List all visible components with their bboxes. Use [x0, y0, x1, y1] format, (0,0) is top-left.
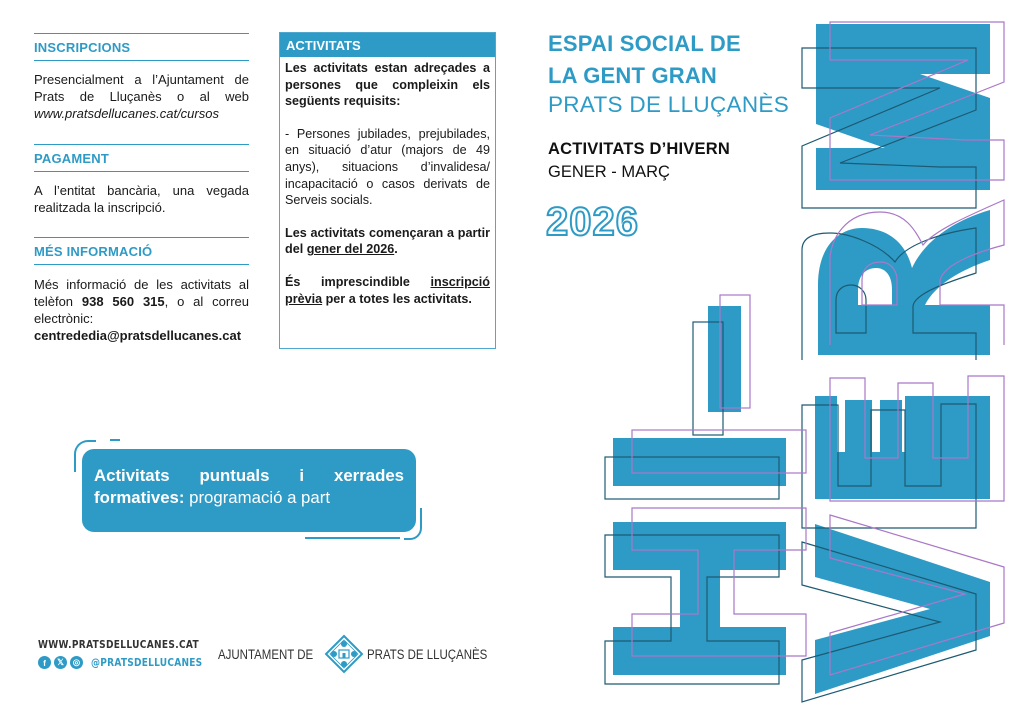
ajuntament-prefix: AJUNTAMENT DE	[218, 647, 314, 662]
cover-title-line1: ESPAI SOCIAL DE	[548, 31, 741, 56]
ajuntament-name: PRATS DE LLUÇANÈS	[367, 647, 488, 662]
social-handle[interactable]: @PRATSDELLUCANES	[91, 656, 203, 669]
facebook-icon[interactable]: f	[38, 656, 51, 669]
instagram-icon[interactable]: ◎	[70, 656, 83, 669]
website-link[interactable]: WWW.PRATSDELLUCANES.CAT	[38, 638, 200, 651]
inscripcions-link[interactable]: www.pratsdellucanes.cat/cursos	[34, 106, 219, 121]
registration-prefix: És imprescindible	[285, 274, 431, 289]
mes-informacio-heading: MÉS INFORMACIÓ	[34, 237, 249, 265]
activitats-heading: ACTIVITATS	[280, 33, 495, 57]
activitats-intro: Les activitats estan adreçades a persones que compleixin els següents requisits:	[285, 61, 490, 109]
cover-title-line2: LA GENT GRAN	[548, 63, 718, 88]
callout-normal: programació a part	[184, 488, 330, 507]
start-prefix: Les activitats començaran a partir del	[285, 225, 490, 257]
pagament-text: A l’entitat bancària, una vegada realitzada la inscripció.	[34, 183, 249, 215]
cover-subtitle: ACTIVITATS D’HIVERN	[548, 140, 730, 158]
inscripcions-heading: INSCRIPCIONS	[34, 33, 249, 61]
phone-number[interactable]: 938 560 315	[81, 294, 165, 309]
inscripcions-body: Presencialment a l’Ajuntament de Prats de Lluçanès o al web	[34, 72, 249, 104]
activitats-requirements: - Persones jubilades, prejubilades, en situació d’atur (majors de 49 anys), situacions d’invalidesa/ incapacitació o casos derivats de Serveis socials.	[285, 126, 490, 208]
cover-location: PRATS DE LLUÇANÈS	[548, 92, 789, 117]
cover-year: 2026	[546, 200, 639, 244]
cover-period: GENER - MARÇ	[548, 163, 670, 181]
registration-suffix: per a totes les activitats.	[322, 291, 472, 306]
mes-informacio-prefix: Més informació de les activitats al telèfon	[34, 277, 249, 309]
registration-required: inscripció prèvia	[285, 274, 490, 306]
email-link[interactable]: centrededia@pratsdellucanes.cat	[34, 328, 242, 343]
start-suffix: .	[394, 242, 398, 257]
x-icon[interactable]: 𝕏	[54, 656, 67, 669]
callout-bold: Activitats puntuals i xerrades formatives:	[94, 466, 404, 507]
pagament-heading: PAGAMENT	[34, 144, 249, 172]
start-date: gener del 2026	[306, 242, 395, 257]
mes-informacio-suffix: , o al correu electrònic:	[34, 294, 249, 326]
